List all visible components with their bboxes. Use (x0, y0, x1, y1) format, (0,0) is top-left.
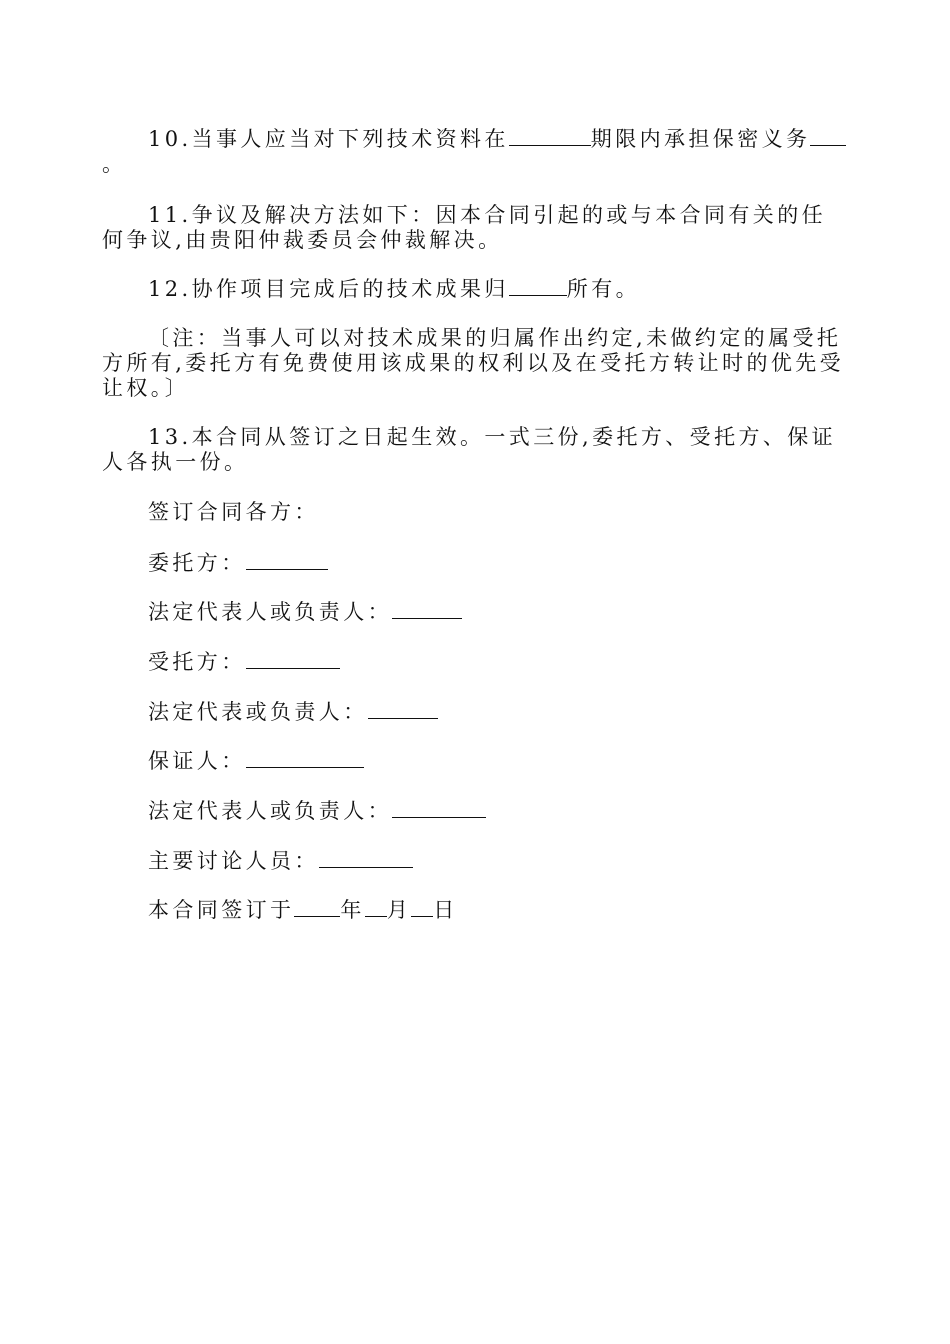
blank-ownership[interactable] (509, 276, 567, 296)
contractor-rep-blank[interactable] (368, 699, 438, 719)
contractor-line (148, 649, 340, 675)
clause-13: 13.本合同从签订之日起生效。一式三份,委托方、受托方、保证人各执一份。 (102, 425, 837, 474)
contractor-rep-line (148, 699, 438, 725)
date-line (148, 897, 458, 923)
blank-confidentiality-period[interactable] (509, 126, 591, 146)
client-blank[interactable] (246, 550, 328, 570)
clause-12-text-b: 所有。 (566, 277, 640, 301)
clause-12 (102, 276, 850, 302)
client-rep-blank[interactable] (392, 599, 462, 619)
day-label: 日 (433, 898, 458, 922)
year-blank[interactable] (294, 897, 340, 917)
guarantor-blank[interactable] (246, 748, 364, 768)
clause-11: 11.争议及解决方法如下：因本合同引起的或与本合同有关的任何争议,由贵阳仲裁委员会仲裁解决。 (102, 203, 826, 252)
client-rep-line (148, 599, 462, 625)
client-label: 委托方： (148, 551, 246, 575)
guarantor-line (148, 748, 364, 774)
researchers-label: 主要讨论人员： (148, 849, 319, 873)
clause-10-text-b: 期限内承担保密义务 (590, 127, 811, 151)
month-label: 月 (386, 898, 412, 922)
researchers-blank[interactable] (319, 848, 413, 868)
clause-10-text-a: 10.当事人应当对下列技术资料在 (148, 127, 509, 151)
researchers-line (148, 848, 413, 874)
client-line (148, 550, 328, 576)
client-rep-label: 法定代表人或负责人： (148, 600, 392, 624)
contractor-label: 受托方： (148, 650, 246, 674)
guarantor-rep-label: 法定代表人或负责人： (148, 799, 392, 823)
day-blank[interactable] (411, 897, 433, 917)
contractor-blank[interactable] (246, 649, 340, 669)
blank-confidentiality-duty[interactable] (810, 126, 846, 146)
clause-10-text-c: 。 (102, 152, 127, 176)
guarantor-label: 保证人： (148, 749, 246, 773)
month-blank[interactable] (365, 897, 387, 917)
year-label: 年 (340, 898, 365, 922)
date-label: 本合同签订于 (148, 898, 295, 922)
contractor-rep-label: 法定代表或负责人： (148, 700, 368, 724)
clause-12-text-a: 12.协作项目完成后的技术成果归 (148, 277, 509, 301)
signatures-heading: 签订合同各方： (148, 500, 319, 524)
guarantor-rep-blank[interactable] (392, 798, 486, 818)
clause-10 (102, 126, 850, 177)
guarantor-rep-line (148, 798, 486, 824)
clause-note: 〔注：当事人可以对技术成果的归属作出约定,未做约定的属受托方所有,委托方有免费使用该成果的权利以及在受托方转让时的优先受让权。〕 (102, 326, 845, 400)
